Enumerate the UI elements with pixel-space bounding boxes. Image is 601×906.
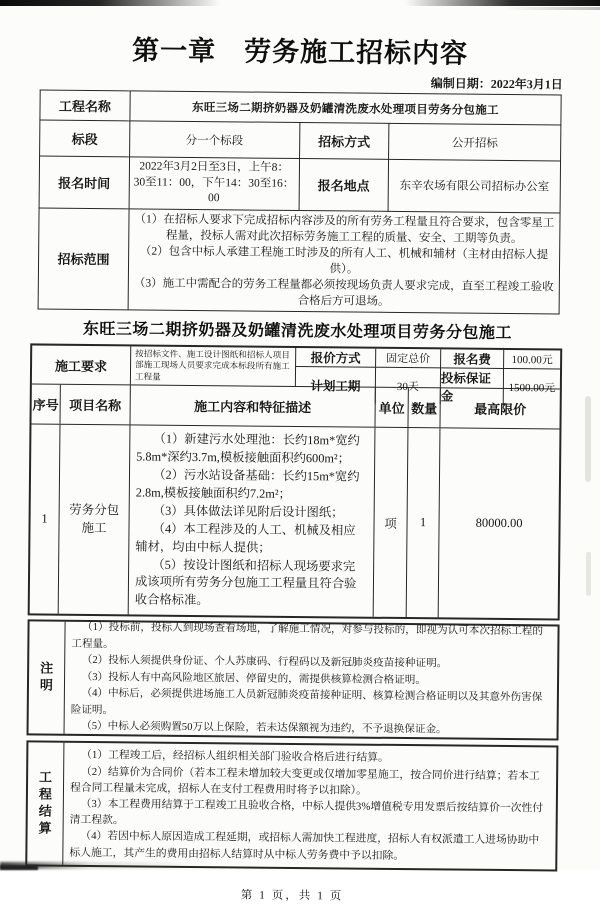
- project-name-value: 东旺三场二期挤奶器及奶罐清洗废水处理项目劳务分包施工: [130, 91, 561, 125]
- description-item: （2）污水站设备基础：长约15m*宽约2.8m,模板接触面积约7.2m²；: [135, 467, 360, 501]
- bid-method-value: 公开招标: [389, 123, 561, 161]
- construction-requirement-label: 施工要求: [32, 346, 131, 385]
- table-row: [39, 156, 560, 213]
- signup-time-label: 报名时间: [39, 156, 129, 208]
- settlement-item: （2）结算价为合同价（若本工程未增加较大变更或仅增加零星施工，按合同价进行结算；若本工程合同工程量未完成，招标人在支付工程费用时将予以扣除）。: [69, 765, 540, 797]
- table-header-row: [31, 384, 559, 429]
- settlement-label: 工程结算: [27, 743, 64, 865]
- signup-time-value: 2022年3月2日至3日，上午8：30至11：00，下午14：30至16：00: [129, 157, 299, 210]
- scope-item: （2）包含中标人承建工程施工时涉及的所有人工、机械和辅材（主材由招标人提供）。: [139, 245, 549, 276]
- note-item: （2）投标人须提供身份证、个人苏康码、行程码以及新冠肺炎疫苗接种证明。: [81, 655, 448, 670]
- signup-place-value: 东辛农场有限公司招标办公室: [388, 159, 560, 212]
- section-value: 分一个标段: [129, 121, 299, 159]
- bid-item-row: [30, 424, 560, 619]
- bid-deposit-value: 1500.00元: [508, 382, 556, 395]
- header-unit: 单位: [375, 388, 408, 427]
- description-item: （3）具体做法详见附后设计图纸；: [152, 503, 344, 520]
- header-description: 施工内容和特征描述: [130, 386, 375, 427]
- scope-item: （1）在招标人要求下完成招标内容涉及的所有劳务工程量且符合要求，包含零星工程量，投标人需对此次招标劳务施工工程的质量、安全、工期等负责。: [134, 212, 555, 245]
- note-item: （5）中标人必须购置50万以上保险，若未达保额视为违约，不予退换保证金。: [81, 721, 447, 736]
- compile-date: 编制日期：2022年3月1日: [430, 76, 563, 92]
- page-title: 第一章 劳务施工招标内容: [131, 35, 469, 69]
- header-seq: 序号: [31, 385, 60, 424]
- description-item: （1）新建污水处理池：长约18m*宽约5.8m*深约3.7m,模板接触面积约600m²；: [136, 431, 360, 466]
- settlement-box: [25, 741, 558, 872]
- project-info-table: [38, 90, 562, 315]
- signup-fee-label: 报名费: [441, 349, 504, 369]
- bid-section-subtitle: 东旺三场二期挤奶器及奶罐清洗废水处理项目劳务分包施工: [82, 321, 512, 343]
- bid-deposit-label: 投标保证金: [441, 368, 504, 405]
- scope-item: （3）施工中需配合的劳务工程量都必须按现场负责人要求完成，直至工程竣工验收合格后方可退场。: [133, 277, 554, 308]
- settlement-content: [63, 743, 556, 870]
- planned-duration-value: 30天: [376, 368, 441, 405]
- construction-requirement-text: 按招标文件、施工设计图纸和招标人项目部施工现场人员要求完成本标段所有施工工程量: [131, 347, 296, 387]
- bid-main-box: [28, 344, 563, 621]
- note-item: （3）投标人有中高风险地区旅居、停留史的，需提供核算检测合格证明。: [81, 671, 426, 687]
- description-item: （4）本工程涉及的人工、机械及相应辅材，均由中标人提供；: [135, 521, 356, 555]
- scope-content: [128, 208, 560, 314]
- settlement-item: （3）本工程费用结算于工程竣工且验收合格，中标人提供3%增值税专用发票后按结算价一次性付清工程款。: [69, 797, 544, 827]
- bid-content-table: [25, 344, 562, 872]
- item-max-price: 80000.00: [475, 515, 523, 531]
- project-name-label: 工程名称: [40, 90, 130, 121]
- item-quantity: 1: [407, 428, 441, 617]
- notes-box: [27, 620, 560, 741]
- notes-label: 注明: [29, 622, 66, 734]
- header-max-price: 最高限价: [474, 401, 527, 418]
- note-item: （1）投标前，投标人到现场查看场地，了解施工情况，对参与投标的，即视为认可本次招标工程的工程量。: [71, 622, 543, 651]
- bid-method-label: 招标方式: [299, 122, 389, 159]
- settlement-item: （1）工程竣工后，经招标人组织相关部门验收合格后进行结算。: [81, 749, 389, 765]
- notes-content: [65, 622, 558, 739]
- table-row: [40, 90, 561, 125]
- description-item: （5）按设计图纸和招标人现场要求完成该项所有劳务分包施工工程量且符合验收合格标准。: [134, 557, 357, 608]
- signup-place-label: 报名地点: [299, 158, 389, 210]
- header-quantity: 数量: [408, 388, 440, 427]
- table-row: [40, 120, 561, 161]
- item-seq: 1: [30, 425, 61, 614]
- quote-info-grid: [296, 348, 560, 404]
- planned-duration-label: 计划工期: [296, 367, 376, 404]
- section-label: 标段: [40, 120, 130, 157]
- table-row: [38, 208, 560, 315]
- quote-method-value: 固定总价: [376, 349, 441, 369]
- item-unit: 项: [374, 428, 409, 617]
- quote-method-label: 报价方式: [296, 348, 376, 368]
- page-number-footer: 第 1 页，共 1 页: [240, 889, 344, 903]
- scope-label: 招标范围: [38, 208, 129, 310]
- item-name: 劳务分包施工: [59, 425, 131, 615]
- settlement-item: （4）若因中标人原因造成工程延期，或招标人需加快工程进度，招标人有权派遣工人进场协助中标人施工，其产生的费用由招标人结算时从中标人劳务费中予以扣除。: [69, 830, 540, 862]
- construction-requirement-row: [32, 346, 560, 404]
- header-item-name: 项目名称: [60, 385, 130, 425]
- item-description: [129, 425, 376, 616]
- note-item: （4）中标后，必须提供进场施工人员新冠肺炎疫苗接种证明、核算检测合格证明以及其意外伤害保险证明。: [70, 688, 543, 717]
- signup-fee-value: 100.00元: [504, 350, 560, 370]
